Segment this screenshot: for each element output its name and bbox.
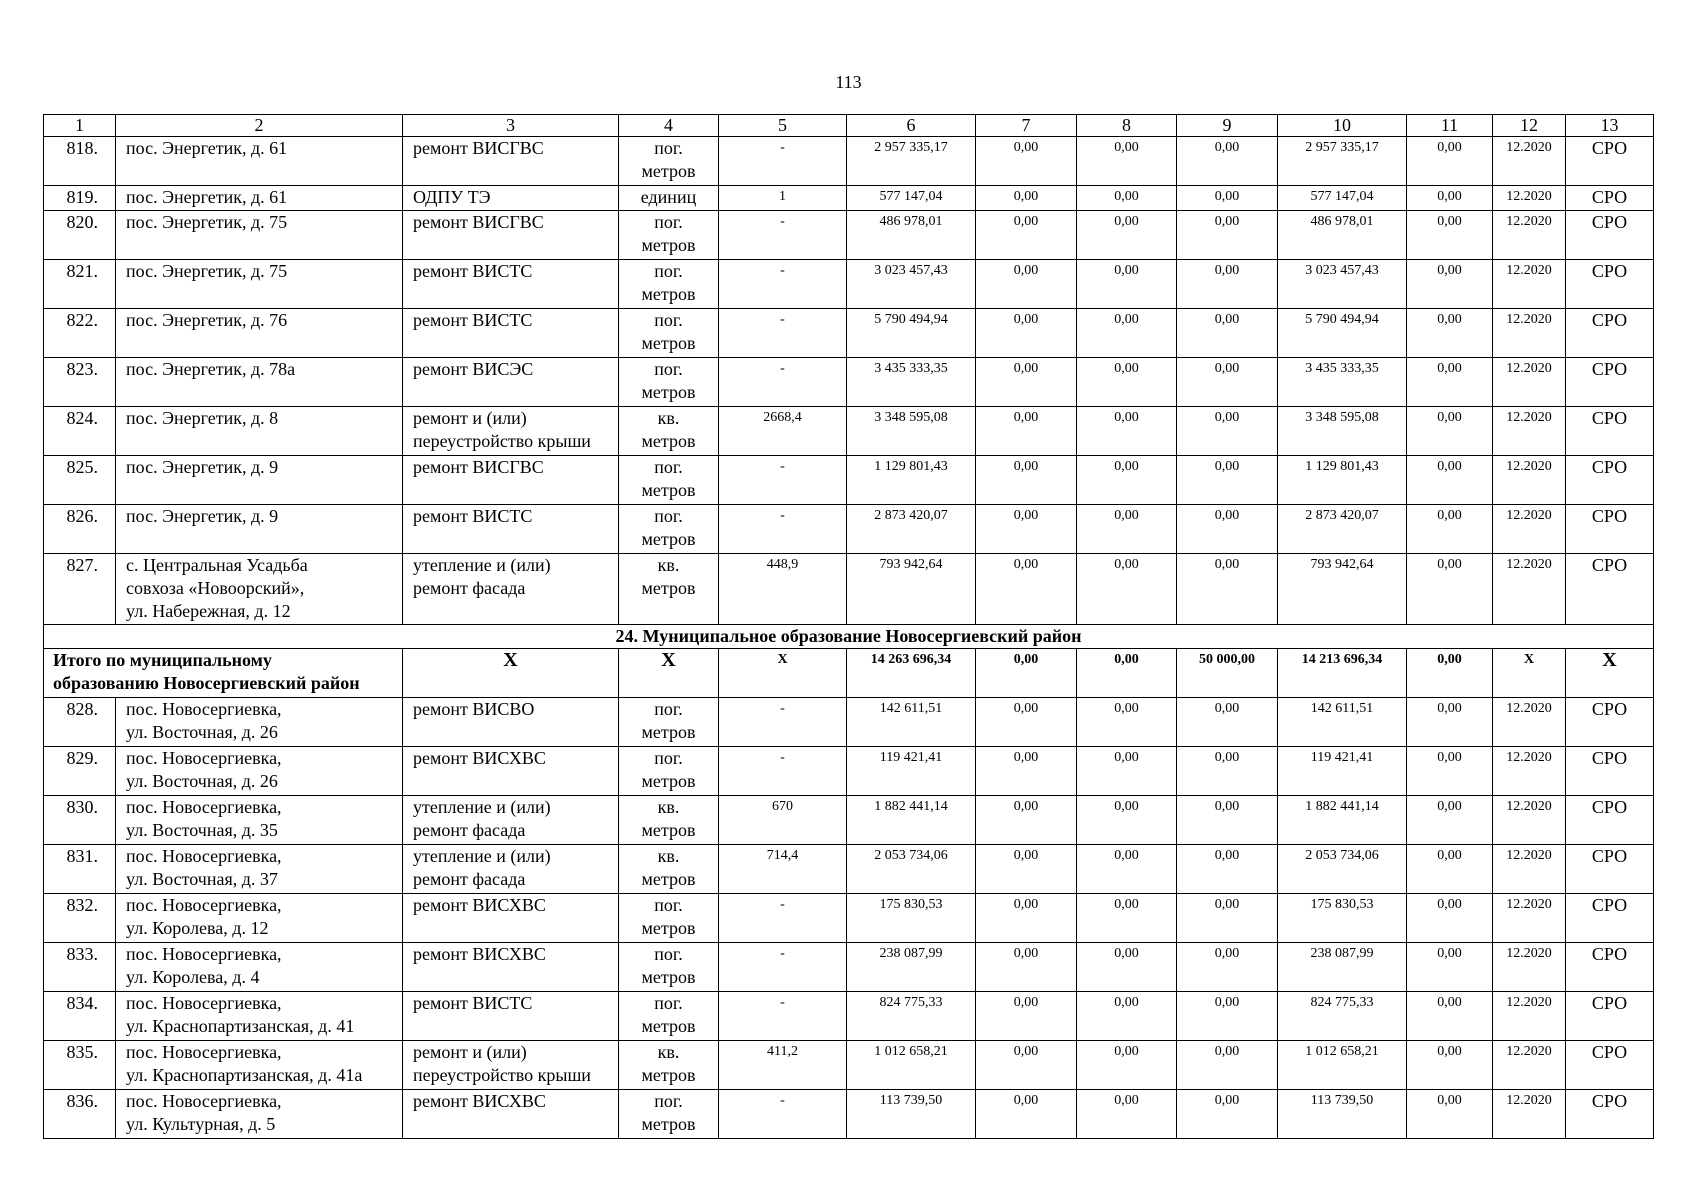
- total-cost: 1 012 658,21: [847, 1041, 976, 1090]
- column-number: 11: [1407, 115, 1493, 137]
- cost-col-11: 0,00: [1407, 358, 1493, 407]
- cost-col-7: 0,00: [976, 747, 1077, 796]
- cost-col-10: 238 087,99: [1278, 943, 1407, 992]
- work-type: ремонт ВИСХВС: [403, 1090, 619, 1139]
- total-cost: 486 978,01: [847, 211, 976, 260]
- total-label: Итого по муниципальному образованию Новосергиевский район: [44, 649, 403, 698]
- method: СРО: [1566, 407, 1654, 456]
- cost-col-11: 0,00: [1407, 456, 1493, 505]
- completion-date: 12.2020: [1493, 747, 1566, 796]
- work-type: ремонт и (или) переустройство крыши: [403, 407, 619, 456]
- unit: пог. метров: [619, 1090, 719, 1139]
- row-number: 818.: [44, 137, 116, 186]
- address: с. Центральная Усадьба совхоза «Новоорский», ул. Набережная, д. 12: [116, 554, 403, 625]
- row-number: 836.: [44, 1090, 116, 1139]
- page-number: 113: [835, 72, 862, 92]
- address: пос. Новосергиевка, ул. Восточная, д. 35: [116, 796, 403, 845]
- method: СРО: [1566, 309, 1654, 358]
- column-number: 1: [44, 115, 116, 137]
- work-type: утепление и (или) ремонт фасада: [403, 554, 619, 625]
- completion-date: 12.2020: [1493, 407, 1566, 456]
- address: пос. Новосергиевка, ул. Королева, д. 4: [116, 943, 403, 992]
- completion-date: 12.2020: [1493, 505, 1566, 554]
- total-col-10: 14 213 696,34: [1278, 649, 1407, 698]
- table-row: [44, 894, 1654, 943]
- completion-date: 12.2020: [1493, 358, 1566, 407]
- area-or-quantity: 448,9: [719, 554, 847, 625]
- method: СРО: [1566, 894, 1654, 943]
- cost-col-8: 0,00: [1077, 1041, 1177, 1090]
- total-col-12: Х: [1493, 649, 1566, 698]
- cost-col-11: 0,00: [1407, 211, 1493, 260]
- unit: пог. метров: [619, 260, 719, 309]
- table-row: [44, 309, 1654, 358]
- column-number: 7: [976, 115, 1077, 137]
- area-or-quantity: -: [719, 894, 847, 943]
- row-number: 835.: [44, 1041, 116, 1090]
- total-cost: 3 348 595,08: [847, 407, 976, 456]
- method: СРО: [1566, 796, 1654, 845]
- area-or-quantity: 2668,4: [719, 407, 847, 456]
- cost-col-9: 0,00: [1177, 260, 1278, 309]
- column-number: 6: [847, 115, 976, 137]
- cost-col-8: 0,00: [1077, 456, 1177, 505]
- area-or-quantity: -: [719, 943, 847, 992]
- address: пос. Энергетик, д. 76: [116, 309, 403, 358]
- address: пос. Энергетик, д. 75: [116, 211, 403, 260]
- address: пос. Энергетик, д. 75: [116, 260, 403, 309]
- cost-col-10: 824 775,33: [1278, 992, 1407, 1041]
- table-row: [44, 992, 1654, 1041]
- cost-col-11: 0,00: [1407, 796, 1493, 845]
- cost-col-11: 0,00: [1407, 894, 1493, 943]
- cost-col-9: 0,00: [1177, 309, 1278, 358]
- column-number: 2: [116, 115, 403, 137]
- completion-date: 12.2020: [1493, 943, 1566, 992]
- cost-col-7: 0,00: [976, 211, 1077, 260]
- total-col-9: 50 000,00: [1177, 649, 1278, 698]
- total-col-4: Х: [619, 649, 719, 698]
- cost-col-9: 0,00: [1177, 1041, 1278, 1090]
- cost-col-7: 0,00: [976, 505, 1077, 554]
- table-row: [44, 554, 1654, 625]
- area-or-quantity: -: [719, 358, 847, 407]
- cost-col-9: 0,00: [1177, 407, 1278, 456]
- row-number: 821.: [44, 260, 116, 309]
- total-cost: 5 790 494,94: [847, 309, 976, 358]
- total-cost: 1 882 441,14: [847, 796, 976, 845]
- section-heading-row: [44, 625, 1654, 649]
- total-col-8: 0,00: [1077, 649, 1177, 698]
- table-row: [44, 943, 1654, 992]
- completion-date: 12.2020: [1493, 137, 1566, 186]
- cost-col-11: 0,00: [1407, 992, 1493, 1041]
- cost-col-7: 0,00: [976, 358, 1077, 407]
- address: пос. Энергетик, д. 9: [116, 505, 403, 554]
- area-or-quantity: 1: [719, 186, 847, 211]
- cost-col-9: 0,00: [1177, 505, 1278, 554]
- cost-col-10: 486 978,01: [1278, 211, 1407, 260]
- method: СРО: [1566, 456, 1654, 505]
- cost-col-7: 0,00: [976, 796, 1077, 845]
- cost-col-7: 0,00: [976, 992, 1077, 1041]
- cost-col-9: 0,00: [1177, 1090, 1278, 1139]
- address: пос. Энергетик, д. 61: [116, 137, 403, 186]
- method: СРО: [1566, 260, 1654, 309]
- total-cost: 824 775,33: [847, 992, 976, 1041]
- work-type: ОДПУ ТЭ: [403, 186, 619, 211]
- cost-col-7: 0,00: [976, 456, 1077, 505]
- total-cost: 2 957 335,17: [847, 137, 976, 186]
- cost-col-10: 793 942,64: [1278, 554, 1407, 625]
- area-or-quantity: -: [719, 992, 847, 1041]
- work-type: ремонт ВИСТС: [403, 992, 619, 1041]
- total-cost: 14 263 696,34: [847, 649, 976, 698]
- table-row: [44, 1041, 1654, 1090]
- unit: пог. метров: [619, 894, 719, 943]
- work-type: ремонт ВИСХВС: [403, 894, 619, 943]
- cost-col-8: 0,00: [1077, 309, 1177, 358]
- address: пос. Энергетик, д. 9: [116, 456, 403, 505]
- total-cost: 2 873 420,07: [847, 505, 976, 554]
- cost-col-11: 0,00: [1407, 1090, 1493, 1139]
- cost-col-11: 0,00: [1407, 260, 1493, 309]
- method: СРО: [1566, 1041, 1654, 1090]
- completion-date: 12.2020: [1493, 992, 1566, 1041]
- cost-col-11: 0,00: [1407, 309, 1493, 358]
- cost-col-11: 0,00: [1407, 747, 1493, 796]
- cost-col-9: 0,00: [1177, 894, 1278, 943]
- cost-col-10: 1 012 658,21: [1278, 1041, 1407, 1090]
- cost-col-9: 0,00: [1177, 554, 1278, 625]
- row-number: 825.: [44, 456, 116, 505]
- cost-col-9: 0,00: [1177, 456, 1278, 505]
- completion-date: 12.2020: [1493, 894, 1566, 943]
- table-row: [44, 796, 1654, 845]
- work-type: ремонт ВИСХВС: [403, 747, 619, 796]
- work-type: ремонт ВИСГВС: [403, 137, 619, 186]
- table-row: [44, 698, 1654, 747]
- cost-col-9: 0,00: [1177, 943, 1278, 992]
- cost-col-8: 0,00: [1077, 407, 1177, 456]
- area-or-quantity: -: [719, 137, 847, 186]
- address: пос. Энергетик, д. 78а: [116, 358, 403, 407]
- cost-col-11: 0,00: [1407, 137, 1493, 186]
- unit: пог. метров: [619, 309, 719, 358]
- address: пос. Новосергиевка, ул. Королева, д. 12: [116, 894, 403, 943]
- completion-date: 12.2020: [1493, 186, 1566, 211]
- cost-col-10: 577 147,04: [1278, 186, 1407, 211]
- total-cost: 113 739,50: [847, 1090, 976, 1139]
- cost-col-7: 0,00: [976, 1090, 1077, 1139]
- cost-col-10: 2 053 734,06: [1278, 845, 1407, 894]
- unit: кв. метров: [619, 407, 719, 456]
- method: СРО: [1566, 698, 1654, 747]
- area-or-quantity: -: [719, 1090, 847, 1139]
- area-or-quantity: 714,4: [719, 845, 847, 894]
- row-number: 823.: [44, 358, 116, 407]
- column-number: 4: [619, 115, 719, 137]
- work-type: ремонт ВИСТС: [403, 505, 619, 554]
- address: пос. Новосергиевка, ул. Восточная, д. 26: [116, 698, 403, 747]
- completion-date: 12.2020: [1493, 1041, 1566, 1090]
- cost-col-10: 1 882 441,14: [1278, 796, 1407, 845]
- cost-col-9: 0,00: [1177, 211, 1278, 260]
- unit: кв. метров: [619, 845, 719, 894]
- cost-col-9: 0,00: [1177, 137, 1278, 186]
- cost-col-7: 0,00: [976, 1041, 1077, 1090]
- cost-col-10: 142 611,51: [1278, 698, 1407, 747]
- address: пос. Новосергиевка, ул. Восточная, д. 37: [116, 845, 403, 894]
- total-row: [44, 649, 1654, 698]
- table-row: [44, 505, 1654, 554]
- column-number: 12: [1493, 115, 1566, 137]
- row-number: 826.: [44, 505, 116, 554]
- address: пос. Энергетик, д. 8: [116, 407, 403, 456]
- table-row: [44, 1090, 1654, 1139]
- area-or-quantity: -: [719, 211, 847, 260]
- cost-col-11: 0,00: [1407, 407, 1493, 456]
- total-cost: 175 830,53: [847, 894, 976, 943]
- cost-col-8: 0,00: [1077, 211, 1177, 260]
- capital-repair-table: [43, 114, 1654, 1139]
- cost-col-10: 5 790 494,94: [1278, 309, 1407, 358]
- cost-col-7: 0,00: [976, 894, 1077, 943]
- total-col-11: 0,00: [1407, 649, 1493, 698]
- unit: кв. метров: [619, 554, 719, 625]
- method: СРО: [1566, 505, 1654, 554]
- cost-col-10: 175 830,53: [1278, 894, 1407, 943]
- row-number: 829.: [44, 747, 116, 796]
- cost-col-8: 0,00: [1077, 1090, 1177, 1139]
- cost-col-11: 0,00: [1407, 554, 1493, 625]
- column-number: 3: [403, 115, 619, 137]
- area-or-quantity: -: [719, 456, 847, 505]
- table-row: [44, 845, 1654, 894]
- row-number: 828.: [44, 698, 116, 747]
- completion-date: 12.2020: [1493, 698, 1566, 747]
- total-cost: 3 435 333,35: [847, 358, 976, 407]
- total-col-13: Х: [1566, 649, 1654, 698]
- cost-col-10: 3 435 333,35: [1278, 358, 1407, 407]
- area-or-quantity: 670: [719, 796, 847, 845]
- total-cost: 2 053 734,06: [847, 845, 976, 894]
- cost-col-9: 0,00: [1177, 992, 1278, 1041]
- completion-date: 12.2020: [1493, 1090, 1566, 1139]
- method: СРО: [1566, 137, 1654, 186]
- cost-col-9: 0,00: [1177, 845, 1278, 894]
- cost-col-8: 0,00: [1077, 186, 1177, 211]
- cost-col-7: 0,00: [976, 309, 1077, 358]
- table-row: [44, 186, 1654, 211]
- address: пос. Новосергиевка, ул. Краснопартизанская, д. 41а: [116, 1041, 403, 1090]
- cost-col-11: 0,00: [1407, 505, 1493, 554]
- cost-col-7: 0,00: [976, 943, 1077, 992]
- method: СРО: [1566, 992, 1654, 1041]
- cost-col-11: 0,00: [1407, 698, 1493, 747]
- cost-col-7: 0,00: [976, 554, 1077, 625]
- cost-col-11: 0,00: [1407, 845, 1493, 894]
- work-type: ремонт ВИСГВС: [403, 211, 619, 260]
- table-row: [44, 211, 1654, 260]
- work-type: утепление и (или) ремонт фасада: [403, 796, 619, 845]
- total-cost: 238 087,99: [847, 943, 976, 992]
- method: СРО: [1566, 186, 1654, 211]
- cost-col-8: 0,00: [1077, 992, 1177, 1041]
- area-or-quantity: -: [719, 309, 847, 358]
- unit: пог. метров: [619, 992, 719, 1041]
- cost-col-8: 0,00: [1077, 747, 1177, 796]
- section-title: 24. Муниципальное образование Новосергиевский район: [44, 625, 1654, 649]
- cost-col-7: 0,00: [976, 186, 1077, 211]
- cost-col-9: 0,00: [1177, 698, 1278, 747]
- area-or-quantity: -: [719, 505, 847, 554]
- method: СРО: [1566, 845, 1654, 894]
- column-number: 5: [719, 115, 847, 137]
- cost-col-11: 0,00: [1407, 1041, 1493, 1090]
- table-row: [44, 456, 1654, 505]
- total-col-7: 0,00: [976, 649, 1077, 698]
- row-number: 819.: [44, 186, 116, 211]
- cost-col-8: 0,00: [1077, 260, 1177, 309]
- area-or-quantity: 411,2: [719, 1041, 847, 1090]
- unit: пог. метров: [619, 137, 719, 186]
- method: СРО: [1566, 211, 1654, 260]
- completion-date: 12.2020: [1493, 845, 1566, 894]
- table-row: [44, 407, 1654, 456]
- total-cost: 142 611,51: [847, 698, 976, 747]
- completion-date: 12.2020: [1493, 456, 1566, 505]
- unit: пог. метров: [619, 211, 719, 260]
- completion-date: 12.2020: [1493, 309, 1566, 358]
- cost-col-7: 0,00: [976, 260, 1077, 309]
- total-cost: 793 942,64: [847, 554, 976, 625]
- row-number: 833.: [44, 943, 116, 992]
- row-number: 834.: [44, 992, 116, 1041]
- cost-col-10: 2 957 335,17: [1278, 137, 1407, 186]
- table-row: [44, 137, 1654, 186]
- cost-col-7: 0,00: [976, 698, 1077, 747]
- row-number: 824.: [44, 407, 116, 456]
- unit: пог. метров: [619, 358, 719, 407]
- unit: пог. метров: [619, 698, 719, 747]
- work-type: ремонт ВИСТС: [403, 260, 619, 309]
- cost-col-10: 113 739,50: [1278, 1090, 1407, 1139]
- work-type: ремонт ВИСХВС: [403, 943, 619, 992]
- cost-col-10: 119 421,41: [1278, 747, 1407, 796]
- cost-col-10: 2 873 420,07: [1278, 505, 1407, 554]
- cost-col-9: 0,00: [1177, 186, 1278, 211]
- cost-col-10: 3 348 595,08: [1278, 407, 1407, 456]
- completion-date: 12.2020: [1493, 260, 1566, 309]
- total-cost: 1 129 801,43: [847, 456, 976, 505]
- unit: пог. метров: [619, 747, 719, 796]
- cost-col-8: 0,00: [1077, 698, 1177, 747]
- total-col-3: Х: [403, 649, 619, 698]
- cost-col-8: 0,00: [1077, 554, 1177, 625]
- column-number: 10: [1278, 115, 1407, 137]
- unit: пог. метров: [619, 943, 719, 992]
- total-cost: 119 421,41: [847, 747, 976, 796]
- column-number: 13: [1566, 115, 1654, 137]
- unit: пог. метров: [619, 505, 719, 554]
- address: пос. Новосергиевка, ул. Культурная, д. 5: [116, 1090, 403, 1139]
- cost-col-11: 0,00: [1407, 943, 1493, 992]
- area-or-quantity: -: [719, 698, 847, 747]
- row-number: 832.: [44, 894, 116, 943]
- total-cost: 577 147,04: [847, 186, 976, 211]
- completion-date: 12.2020: [1493, 796, 1566, 845]
- address: пос. Новосергиевка, ул. Краснопартизанская, д. 41: [116, 992, 403, 1041]
- area-or-quantity: -: [719, 260, 847, 309]
- work-type: ремонт ВИСВО: [403, 698, 619, 747]
- column-number-row: [44, 115, 1654, 137]
- address: пос. Новосергиевка, ул. Восточная, д. 26: [116, 747, 403, 796]
- row-number: 822.: [44, 309, 116, 358]
- cost-col-10: 1 129 801,43: [1278, 456, 1407, 505]
- cost-col-10: 3 023 457,43: [1278, 260, 1407, 309]
- work-type: ремонт ВИСЭС: [403, 358, 619, 407]
- method: СРО: [1566, 554, 1654, 625]
- area-or-quantity: -: [719, 747, 847, 796]
- method: СРО: [1566, 1090, 1654, 1139]
- total-col-5: Х: [719, 649, 847, 698]
- row-number: 831.: [44, 845, 116, 894]
- total-cost: 3 023 457,43: [847, 260, 976, 309]
- cost-col-8: 0,00: [1077, 796, 1177, 845]
- cost-col-9: 0,00: [1177, 796, 1278, 845]
- method: СРО: [1566, 943, 1654, 992]
- row-number: 827.: [44, 554, 116, 625]
- table-body: [44, 115, 1654, 1139]
- cost-col-8: 0,00: [1077, 505, 1177, 554]
- table-row: [44, 358, 1654, 407]
- work-type: ремонт ВИСГВС: [403, 456, 619, 505]
- cost-col-7: 0,00: [976, 845, 1077, 894]
- cost-col-9: 0,00: [1177, 747, 1278, 796]
- unit: пог. метров: [619, 456, 719, 505]
- completion-date: 12.2020: [1493, 554, 1566, 625]
- work-type: ремонт и (или) переустройство крыши: [403, 1041, 619, 1090]
- method: СРО: [1566, 358, 1654, 407]
- cost-col-8: 0,00: [1077, 137, 1177, 186]
- work-type: ремонт ВИСТС: [403, 309, 619, 358]
- cost-col-8: 0,00: [1077, 358, 1177, 407]
- address: пос. Энергетик, д. 61: [116, 186, 403, 211]
- cost-col-9: 0,00: [1177, 358, 1278, 407]
- unit: единиц: [619, 186, 719, 211]
- cost-col-7: 0,00: [976, 407, 1077, 456]
- unit: кв. метров: [619, 1041, 719, 1090]
- unit: кв. метров: [619, 796, 719, 845]
- cost-col-11: 0,00: [1407, 186, 1493, 211]
- column-number: 8: [1077, 115, 1177, 137]
- row-number: 820.: [44, 211, 116, 260]
- completion-date: 12.2020: [1493, 211, 1566, 260]
- cost-col-7: 0,00: [976, 137, 1077, 186]
- cost-col-8: 0,00: [1077, 845, 1177, 894]
- row-number: 830.: [44, 796, 116, 845]
- method: СРО: [1566, 747, 1654, 796]
- table-row: [44, 747, 1654, 796]
- column-number: 9: [1177, 115, 1278, 137]
- cost-col-8: 0,00: [1077, 943, 1177, 992]
- table-row: [44, 260, 1654, 309]
- cost-col-8: 0,00: [1077, 894, 1177, 943]
- work-type: утепление и (или) ремонт фасада: [403, 845, 619, 894]
